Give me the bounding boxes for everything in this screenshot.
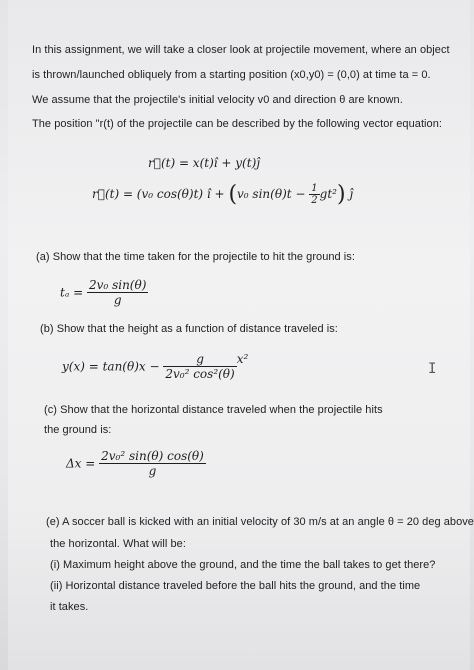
part-b-num: g bbox=[163, 352, 236, 367]
part-a-lhs: tₐ = bbox=[60, 285, 84, 300]
half-num: 1 bbox=[311, 183, 318, 194]
position-eq2-lhs: r⃗(t) = (v₀ cos(θ)t) î + bbox=[92, 187, 229, 201]
part-c-num: 2v₀² sin(θ) cos(θ) bbox=[101, 449, 204, 463]
text-cursor-icon: I bbox=[428, 361, 437, 377]
part-b-tail: x² bbox=[236, 352, 249, 366]
position-equation-1: r⃗(t) = x(t)î + y(t)ĵ bbox=[148, 156, 260, 170]
part-c-den: g bbox=[148, 464, 157, 478]
part-b-prompt-text: (b) Show that the height as a function of distance traveled is: bbox=[40, 323, 338, 335]
part-e-item-2: (ii) Horizontal distance traveled before the ball hits the ground, and the time bbox=[50, 580, 421, 592]
intro-line-4: The position "r(t) of the projectile can be described by the following vector equation: bbox=[32, 118, 442, 130]
paren-close: ) bbox=[336, 182, 346, 207]
part-e-line-2: the horizontal. What will be: bbox=[50, 538, 186, 550]
part-b-prompt bbox=[40, 323, 338, 335]
part-c-prompt-2: the ground is: bbox=[44, 424, 112, 436]
intro-line-1: In this assignment, we will take a closer look at projectile movement, where an object bbox=[32, 44, 450, 56]
half-den: 2 bbox=[311, 195, 318, 206]
intro-line-2: is thrown/launched obliquely from a starting position (x0,y0) = (0,0) at time ta = 0. bbox=[32, 69, 431, 81]
part-a-equation bbox=[60, 278, 148, 307]
position-eq2-tail: gt² bbox=[319, 187, 337, 201]
position-eq2-j: ĵ bbox=[345, 187, 354, 201]
half-fraction bbox=[309, 183, 319, 206]
intro-line-3: We assume that the projectile's initial velocity v0 and direction θ are known. bbox=[32, 94, 403, 106]
paren-open: ( bbox=[228, 182, 238, 207]
part-c-fraction bbox=[99, 449, 206, 478]
position-eq2-inner: v₀ sin(θ)t − bbox=[237, 187, 310, 201]
part-b-lhs: y(x) = tan(θ)x − bbox=[62, 359, 160, 374]
part-a-fraction bbox=[87, 278, 148, 307]
part-b-fraction bbox=[163, 352, 236, 381]
part-c-lhs: Δx = bbox=[66, 456, 96, 471]
part-e-item-1: (i) Maximum height above the ground, and the time the ball takes to get there? bbox=[50, 559, 436, 571]
part-e-item-2-cont: it takes. bbox=[50, 601, 89, 613]
part-c-equation bbox=[66, 449, 206, 478]
part-a-den: g bbox=[113, 293, 122, 307]
part-a-num: 2v₀ sin(θ) bbox=[89, 278, 147, 292]
part-b-den: 2v₀² cos²(θ) bbox=[165, 367, 235, 381]
part-b-equation bbox=[62, 352, 248, 381]
part-a-prompt: (a) Show that the time taken for the projectile to hit the ground is: bbox=[36, 251, 355, 263]
part-c-prompt-1: (c) Show that the horizontal distance traveled when the projectile hits bbox=[44, 404, 383, 416]
part-e-line-1: (e) A soccer ball is kicked with an initial velocity of 30 m/s at an angle θ = 20 deg above bbox=[46, 516, 474, 528]
position-equation-2 bbox=[92, 182, 353, 207]
